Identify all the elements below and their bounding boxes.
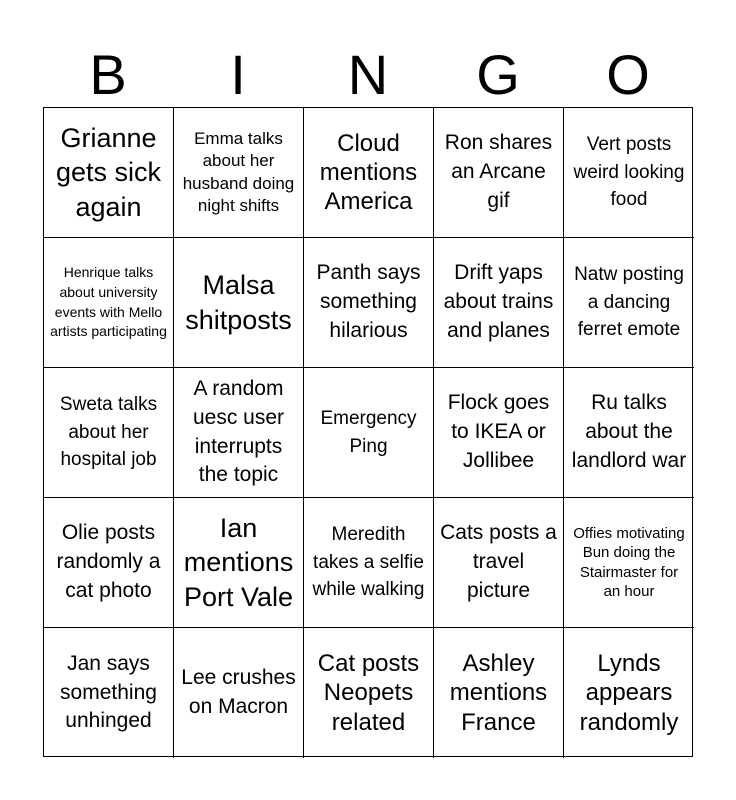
bingo-cell[interactable] bbox=[434, 628, 564, 758]
cell-text: Offies motivating Bun doing the Stairmaster for an hour bbox=[573, 524, 685, 600]
cell-text: Grianne gets sick again bbox=[55, 123, 162, 222]
cell-text: Lynds appears randomly bbox=[579, 650, 679, 736]
cell-text: Emergency Ping bbox=[320, 407, 417, 457]
cell-text: Malsa shitposts bbox=[185, 270, 292, 335]
cell-text: Ron shares an Arcane gif bbox=[444, 131, 553, 212]
bingo-cell[interactable] bbox=[174, 498, 304, 628]
bingo-cell[interactable] bbox=[44, 108, 174, 238]
cell-text: Vert posts weird looking food bbox=[573, 134, 685, 211]
cell-text: Emma talks about her husband doing night shifts bbox=[182, 129, 295, 215]
cell-text: Cat posts Neopets related bbox=[317, 650, 420, 736]
bingo-cell[interactable] bbox=[434, 368, 564, 498]
bingo-cell[interactable] bbox=[44, 628, 174, 758]
cell-text: Lee crushes on Macron bbox=[181, 666, 296, 718]
cell-text: Jan says something unhinged bbox=[60, 651, 157, 733]
cell-text: Cats posts a travel picture bbox=[440, 521, 557, 602]
cell-text: Natw posting a dancing ferret emote bbox=[574, 264, 684, 341]
cell-text: Henrique talks about university events with Mello artists participating bbox=[50, 264, 167, 340]
bingo-cell[interactable] bbox=[434, 108, 564, 238]
bingo-cell[interactable] bbox=[564, 628, 694, 758]
cell-text: Ru talks about the landlord war bbox=[571, 391, 687, 472]
bingo-cell[interactable] bbox=[304, 108, 434, 238]
header-letter-b: B bbox=[89, 43, 127, 106]
header-letter-g: G bbox=[476, 43, 520, 106]
bingo-cell[interactable] bbox=[44, 368, 174, 498]
bingo-cell[interactable] bbox=[304, 238, 434, 368]
cell-text: Olie posts randomly a cat photo bbox=[56, 521, 161, 602]
bingo-cell[interactable] bbox=[174, 628, 304, 758]
cell-text: Sweta talks about her hospital job bbox=[59, 394, 158, 471]
cell-text: A random uesc user interrupts the topic bbox=[192, 376, 285, 487]
header-letter-n: N bbox=[347, 43, 389, 106]
bingo-cell[interactable] bbox=[44, 498, 174, 628]
free-space-cell[interactable] bbox=[304, 368, 434, 498]
cell-text: Panth says something hilarious bbox=[316, 261, 421, 342]
bingo-cell[interactable] bbox=[434, 238, 564, 368]
bingo-cell[interactable] bbox=[564, 368, 694, 498]
cell-text: Drift yaps about trains and planes bbox=[443, 261, 554, 342]
bingo-cell[interactable] bbox=[564, 108, 694, 238]
bingo-cell[interactable] bbox=[304, 498, 434, 628]
bingo-cell[interactable] bbox=[564, 498, 694, 628]
bingo-cell[interactable] bbox=[174, 238, 304, 368]
bingo-cell[interactable] bbox=[174, 368, 304, 498]
cell-text: Flock goes to IKEA or Jollibee bbox=[447, 391, 550, 472]
cell-text: Ian mentions Port Vale bbox=[183, 513, 294, 612]
bingo-cell[interactable] bbox=[44, 238, 174, 368]
bingo-cell[interactable] bbox=[304, 628, 434, 758]
header-letter-o: O bbox=[606, 43, 650, 106]
bingo-card bbox=[43, 107, 693, 757]
cell-text: Ashley mentions France bbox=[449, 650, 548, 736]
bingo-cell[interactable] bbox=[434, 498, 564, 628]
bingo-header bbox=[43, 44, 693, 106]
bingo-cell[interactable] bbox=[174, 108, 304, 238]
cell-text: Meredith takes a selfie while walking bbox=[312, 524, 425, 601]
cell-text: Cloud mentions America bbox=[319, 129, 418, 216]
bingo-cell[interactable] bbox=[564, 238, 694, 368]
header-letter-i: I bbox=[230, 43, 246, 106]
